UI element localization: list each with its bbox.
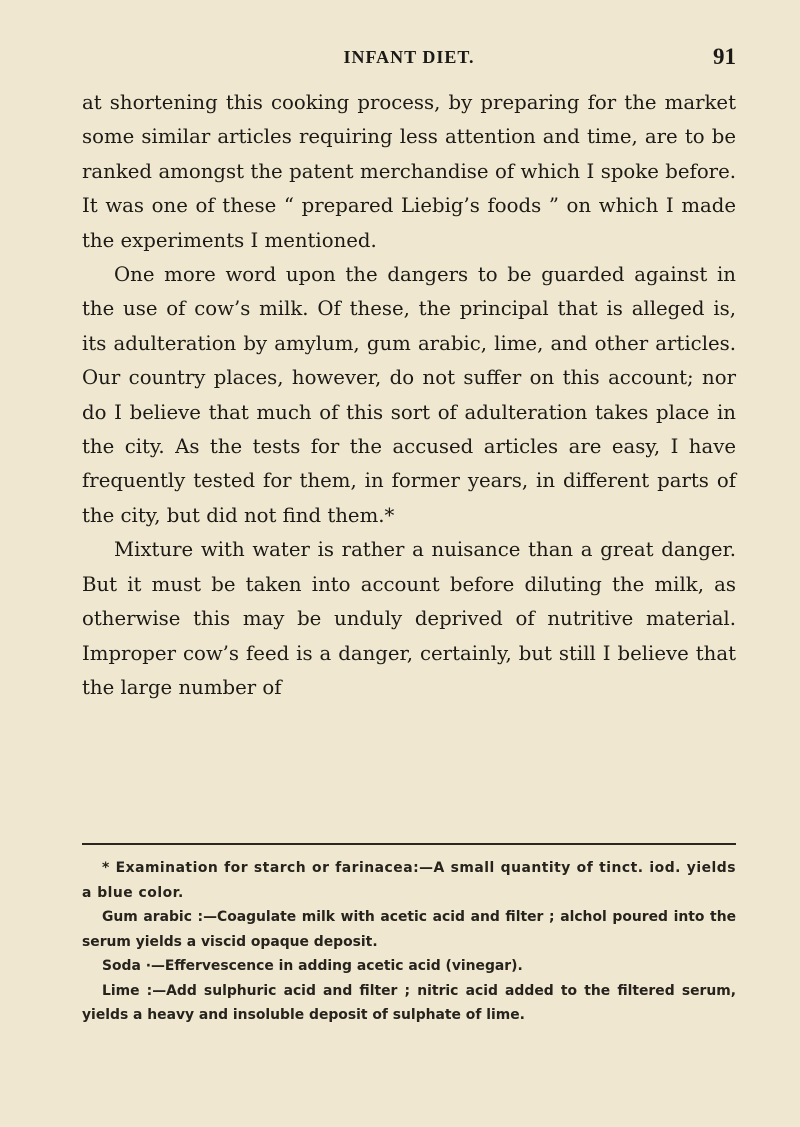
paragraph-dangers: One more word upon the dangers to be guarded against in the use of cow’s milk. Of these, the principal that is alleged is, its adulteration by amylum, gum arabic, lime, and other articles. Our country places, however, do not suffer on this account; nor do I believe that much of this sort of adulteration takes place in the city. As the tests for the accused articles are easy, I have frequently tested for them, in former years, in different parts of the city, but did not find them.* — [82, 263, 736, 527]
running-title: INFANT DIET. — [343, 47, 475, 67]
running-head — [82, 44, 736, 77]
footnote-rule — [82, 843, 736, 845]
footnote-soda: Soda ·—Effervescence in adding acetic acid (vinegar). — [102, 958, 523, 974]
footnote-gum-arabic: Gum arabic :—Coagulate milk with acetic acid and filter ; alchol poured into the serum yields a viscid opaque deposit. — [82, 909, 736, 950]
paragraph-mixture: Mixture with water is rather a nuisance than a great danger. But it must be taken into account before diluting the milk, as otherwise this may be unduly deprived of nutritive material. Improper cow’s feed is a danger, certainly, but still I believe that the large number of — [82, 538, 736, 699]
footnote-starch: * Examination for starch or farinacea:—A small quantity of tinct. iod. yields a blue color. — [82, 860, 736, 901]
footnote-lime: Lime :—Add sulphuric acid and filter ; nitric acid added to the filtered serum, yields a heavy and insoluble deposit of sulphate of lime. — [82, 982, 736, 1023]
body-text — [82, 86, 736, 705]
page-number: 91 — [713, 44, 736, 69]
paragraph-continuation: at shortening this cooking process, by preparing for the market some similar articles requiring less attention and time, are to be ranked amongst the patent merchandise of which I spoke before. It was one of these “ prepared Liebig’s foods ” on which I made the experiments I mentioned. — [82, 91, 736, 252]
footnotes — [82, 856, 736, 1028]
